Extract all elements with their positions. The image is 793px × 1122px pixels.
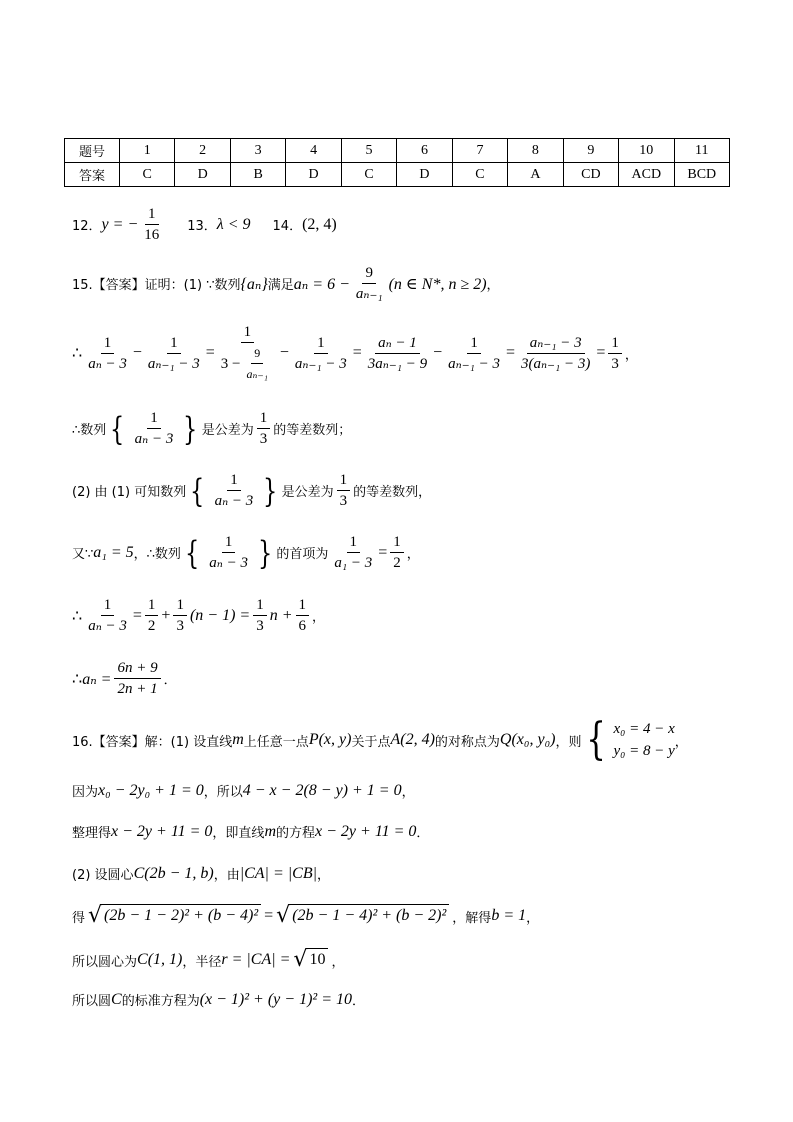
fraction <box>518 333 593 374</box>
text: ∴数列 <box>72 423 107 438</box>
frac-den: aₙ₋₁ <box>355 286 383 302</box>
system-eq-2: y₀ = 8 − y <box>613 743 675 759</box>
frac-den: 3(aₙ₋₁ − 3) <box>521 355 591 372</box>
frac-num: 1 <box>227 470 241 491</box>
fraction <box>337 470 351 511</box>
q15-line-2: ∴ $\frac{1}{\text{aₙ − 3}}$ − $\frac{1}{\text{aₙ₋₁ − 3}}$ = 1 3 − $\frac{9}{\text{aₙ₋₁}}$ − $\frac{1}{\text{aₙ₋₁ − 3}}$ = $\frac{\text{aₙ − 1}}{\text{3aₙ₋₁ − 9}}$ − $\frac{1}{\text{aₙ₋₁ − 3}}$ = $\frac{\text{aₙ₋₁ − 3}}{\text{3(aₙ₋₁ − 3)}}$ = $\frac{1}{3}$ ， <box>72 322 638 384</box>
text: 所以圆 <box>72 994 112 1009</box>
table-cell: C <box>120 163 175 187</box>
sqrt-expression: √ (2b − 1 − 2)² + (b − 4)² <box>88 904 261 928</box>
punct: ， <box>674 734 688 750</box>
math: x₀ − 2y₀ + 1 = 0 <box>98 781 204 799</box>
text: ，所以 <box>203 785 243 800</box>
math: m <box>264 822 276 840</box>
frac-num: 1 <box>145 595 159 616</box>
therefore-symbol: ∴ <box>72 670 83 688</box>
frac-den: aₙ₋₁ <box>246 367 268 381</box>
frac-num: 1 <box>147 408 161 429</box>
frac-den: aₙ − 3 <box>88 355 127 372</box>
text: 是公差为 <box>281 485 334 500</box>
frac-num: 1 <box>314 333 328 354</box>
frac-num: 1 <box>390 532 404 553</box>
text: ，则 <box>555 734 582 750</box>
text: 3 − <box>220 355 241 372</box>
punct: ， <box>406 547 420 562</box>
text: 的方程 <box>276 826 316 841</box>
sequence-an: {aₙ} <box>240 275 268 293</box>
text: (2) 设圆心 <box>72 868 134 883</box>
equation-system <box>613 718 674 762</box>
frac-den <box>218 343 277 384</box>
radicand: (2b − 1 − 4)² + (b − 2)² <box>290 904 449 928</box>
punct: ， <box>312 610 326 625</box>
sqrt-expression: √ (2b − 1 − 4)² + (b − 2)² <box>276 904 449 928</box>
text: 关于点 <box>351 734 391 750</box>
math: (n − 1) = <box>189 606 251 624</box>
q15-line-1 <box>72 263 500 304</box>
frac-den: 3 <box>176 618 184 634</box>
table-cell: A <box>508 163 563 187</box>
q16-intro: 16.【答案】解：(1) 设直线 <box>72 734 233 750</box>
fraction <box>145 333 203 374</box>
q14-label: 14． <box>272 219 303 234</box>
math: aₙ = <box>82 670 112 688</box>
text: 的等差数列， <box>353 485 432 500</box>
sqrt-expression: √ 10 <box>293 948 328 972</box>
math: 4 − x − 2(8 − y) + 1 = 0 <box>242 781 402 799</box>
row-label-answer: 答案 <box>65 163 120 187</box>
math: a₁ = 5 <box>93 543 134 561</box>
frac-num: 1 <box>337 470 351 491</box>
math: C(1, 1) <box>137 951 183 968</box>
punct: ． <box>416 826 430 841</box>
math: r = |CA| = <box>221 951 291 968</box>
frac-num: 6n + 9 <box>114 658 160 679</box>
punct: ， <box>401 785 415 800</box>
table-cell: 1 <box>120 139 175 163</box>
fraction <box>292 333 350 374</box>
punct: ， <box>526 910 540 926</box>
condition: (n ∈ N*, n ≥ 2) <box>388 275 487 293</box>
text: 的标准方程为 <box>121 994 200 1009</box>
q16-line-1: 16.【答案】解：(1) 设直线 m 上任意一点 P(x, y) 关于点 A(2, 4) 的对称点为 Q(x₀, y₀) ，则 { x₀ = 4 − x y₀ = 8 − y ， <box>72 714 688 765</box>
frac-den: 16 <box>144 227 160 243</box>
point-q: Q(x₀, y₀) <box>499 731 556 748</box>
punct: ． <box>163 673 177 688</box>
text: 得 <box>72 910 86 926</box>
frac-den: aₙ − 3 <box>88 618 127 634</box>
q15-line-3: ∴数列 { $\frac{1}{\text{aₙ − 3}}$ } 是公差为 $\frac{1}{3}$ 的等差数列； <box>72 409 352 448</box>
frac-num: aₙ − 1 <box>375 333 420 354</box>
fraction <box>390 532 404 573</box>
q13-answer: λ < 9 <box>216 215 251 233</box>
table-cell: C <box>452 163 507 187</box>
q13-label: 13． <box>187 219 217 234</box>
frac-num: 1 <box>467 333 481 354</box>
frac-den: 3aₙ₋₁ − 9 <box>367 355 428 372</box>
punct: ， <box>624 347 638 363</box>
frac-num: 1 <box>173 595 187 616</box>
q16-line-4 <box>72 864 330 883</box>
fraction <box>445 333 503 374</box>
frac-num: 1 <box>222 532 236 553</box>
fraction <box>132 408 177 449</box>
math: C(2b − 1, b) <box>133 864 214 882</box>
table-cell: 5 <box>341 139 396 163</box>
text: 的首项为 <box>276 547 329 562</box>
q12-label: 12． <box>72 219 102 234</box>
frac-den: 6 <box>298 618 306 634</box>
text: 又∵ <box>72 547 94 562</box>
math: (x − 1)² + (y − 1)² = 10 <box>199 990 352 1008</box>
q15-line-6: ∴ $\frac{1}{\text{aₙ − 3}}$ = $\frac{1}{2}$ + $\frac{1}{3}$ (n − 1) = $\frac{1}{3}$ n + $\frac{1}{6}$ ， <box>72 597 326 634</box>
fraction <box>608 333 622 374</box>
fraction <box>331 532 375 573</box>
table-cell: 3 <box>230 139 285 163</box>
math: x − 2y + 11 = 0 <box>315 822 417 840</box>
q16-line-7 <box>72 990 365 1009</box>
fraction <box>365 333 430 374</box>
text: ，∴数列 <box>133 547 181 562</box>
table-row-numbers <box>65 139 730 163</box>
frac-den: aₙ − 3 <box>209 555 248 571</box>
table-cell: D <box>286 163 341 187</box>
punct: ． <box>352 994 366 1009</box>
math: C <box>111 990 122 1008</box>
nested-fraction <box>244 343 271 384</box>
frac-num: 1 <box>145 204 159 225</box>
text: 整理得 <box>72 826 112 841</box>
math: m <box>232 731 244 748</box>
fraction <box>173 595 187 636</box>
q14-answer: (2, 4) <box>302 215 337 233</box>
text: (2) 由 (1) 可知数列 <box>72 485 187 500</box>
table-cell: 2 <box>175 139 230 163</box>
frac-den: 2 <box>393 555 401 571</box>
text: 的对称点为 <box>434 734 500 750</box>
q16-line-2 <box>72 781 415 800</box>
radicand: 10 <box>307 948 328 972</box>
text: ，半径 <box>182 954 222 970</box>
frac-num: 1 <box>296 595 310 616</box>
frac-num: 1 <box>101 333 115 354</box>
system-eq-1: x₀ = 4 − x <box>613 721 675 737</box>
table-cell: 11 <box>674 139 729 163</box>
table-cell: D <box>175 163 230 187</box>
fraction <box>257 408 271 449</box>
q15-line-5: 又∵ a₁ = 5 ，∴数列 { $\frac{1}{\text{aₙ − 3}}$ } 的首项为 $\frac{1}{\text{a₁ − 3}}$ = $\frac{1}{2}$ ， <box>72 533 420 572</box>
fraction <box>212 470 257 511</box>
point-p: P(x, y) <box>308 731 352 748</box>
frac-den: 2n + 1 <box>117 681 158 697</box>
table-cell: 4 <box>286 139 341 163</box>
frac-den: 3 <box>259 431 268 447</box>
frac-den: aₙ₋₁ − 3 <box>294 355 347 372</box>
text: 的等差数列； <box>273 423 352 438</box>
text: 因为 <box>72 785 99 800</box>
row-label-question: 题号 <box>65 139 120 163</box>
frac-den: 2 <box>147 618 156 634</box>
table-cell: B <box>230 163 285 187</box>
frac-num: 1 <box>241 322 255 343</box>
table-cell: BCD <box>674 163 729 187</box>
q12-fraction <box>141 204 162 245</box>
fraction <box>206 532 251 573</box>
fraction <box>85 333 130 374</box>
therefore-symbol: ∴ <box>72 607 83 625</box>
frac-den: aₙ − 3 <box>134 431 174 447</box>
q15-line-4: (2) 由 (1) 可知数列 { $\frac{1}{\text{aₙ − 3}}$ } 是公差为 $\frac{1}{3}$ 的等差数列， <box>72 471 432 510</box>
equals: = <box>378 543 388 561</box>
point-a: A(2, 4) <box>390 731 435 748</box>
text: 所以圆心为 <box>72 954 138 970</box>
frac-den: aₙ₋₁ − 3 <box>147 355 200 372</box>
text: 上任意一点 <box>243 734 309 750</box>
math: b = 1 <box>491 907 527 924</box>
fraction <box>145 595 159 636</box>
table-cell: ACD <box>619 163 674 187</box>
q16-line-6 <box>72 948 344 972</box>
fraction <box>353 263 386 304</box>
text: 满足 <box>267 278 294 293</box>
frac-num: 9 <box>362 263 376 284</box>
punct: ， <box>486 278 500 293</box>
text: ，即直线 <box>212 826 265 841</box>
frac-num: 1 <box>347 532 361 553</box>
math: n + <box>269 606 293 624</box>
text: ，由 <box>213 868 240 883</box>
equals: = <box>264 907 274 924</box>
fraction <box>114 658 160 699</box>
table-cell: D <box>397 163 452 187</box>
frac-den: aₙ₋₁ − 3 <box>448 355 501 372</box>
q15-intro: 15.【答案】证明：(1) ∵数列 <box>72 278 241 293</box>
text: 是公差为 <box>201 423 254 438</box>
punct: ， <box>331 954 345 970</box>
table-cell: CD <box>563 163 618 187</box>
fraction <box>253 595 267 636</box>
q16-line-3 <box>72 822 429 841</box>
frac-den: 3 <box>339 493 348 509</box>
frac-den: 3 <box>611 355 619 372</box>
punct: ， <box>316 868 330 883</box>
frac-num: 1 <box>253 595 267 616</box>
therefore-symbol: ∴ <box>72 345 83 362</box>
frac-den: 3 <box>256 618 264 634</box>
table-cell: C <box>341 163 396 187</box>
fraction <box>296 595 310 636</box>
table-cell: 10 <box>619 139 674 163</box>
answers-12-14 <box>72 204 337 245</box>
frac-num: aₙ₋₁ − 3 <box>527 333 585 354</box>
table-cell: 7 <box>452 139 507 163</box>
radicand: (2b − 1 − 2)² + (b − 4)² <box>102 904 261 928</box>
frac-num: 1 <box>257 408 271 429</box>
math: |CA| = |CB| <box>239 864 317 882</box>
fraction <box>85 595 130 636</box>
text: ，解得 <box>452 910 492 926</box>
frac-num: 1 <box>608 333 622 354</box>
frac-den: a₁ − 3 <box>334 555 373 571</box>
q16-line-5 <box>72 904 539 928</box>
math: x − 2y + 11 = 0 <box>111 822 213 840</box>
table-cell: 8 <box>508 139 563 163</box>
frac-num: 1 <box>101 595 115 616</box>
frac-den: aₙ − 3 <box>214 493 254 509</box>
table-cell: 9 <box>563 139 618 163</box>
q15-line-7 <box>72 658 177 699</box>
table-row-answers <box>65 163 730 187</box>
fraction <box>218 322 277 384</box>
q12-lhs: y = − <box>101 215 139 233</box>
math: aₙ = 6 − <box>293 275 350 293</box>
table-cell: 6 <box>397 139 452 163</box>
answer-table <box>64 138 730 187</box>
frac-num: 9 <box>251 343 263 364</box>
frac-num: 1 <box>167 333 181 354</box>
